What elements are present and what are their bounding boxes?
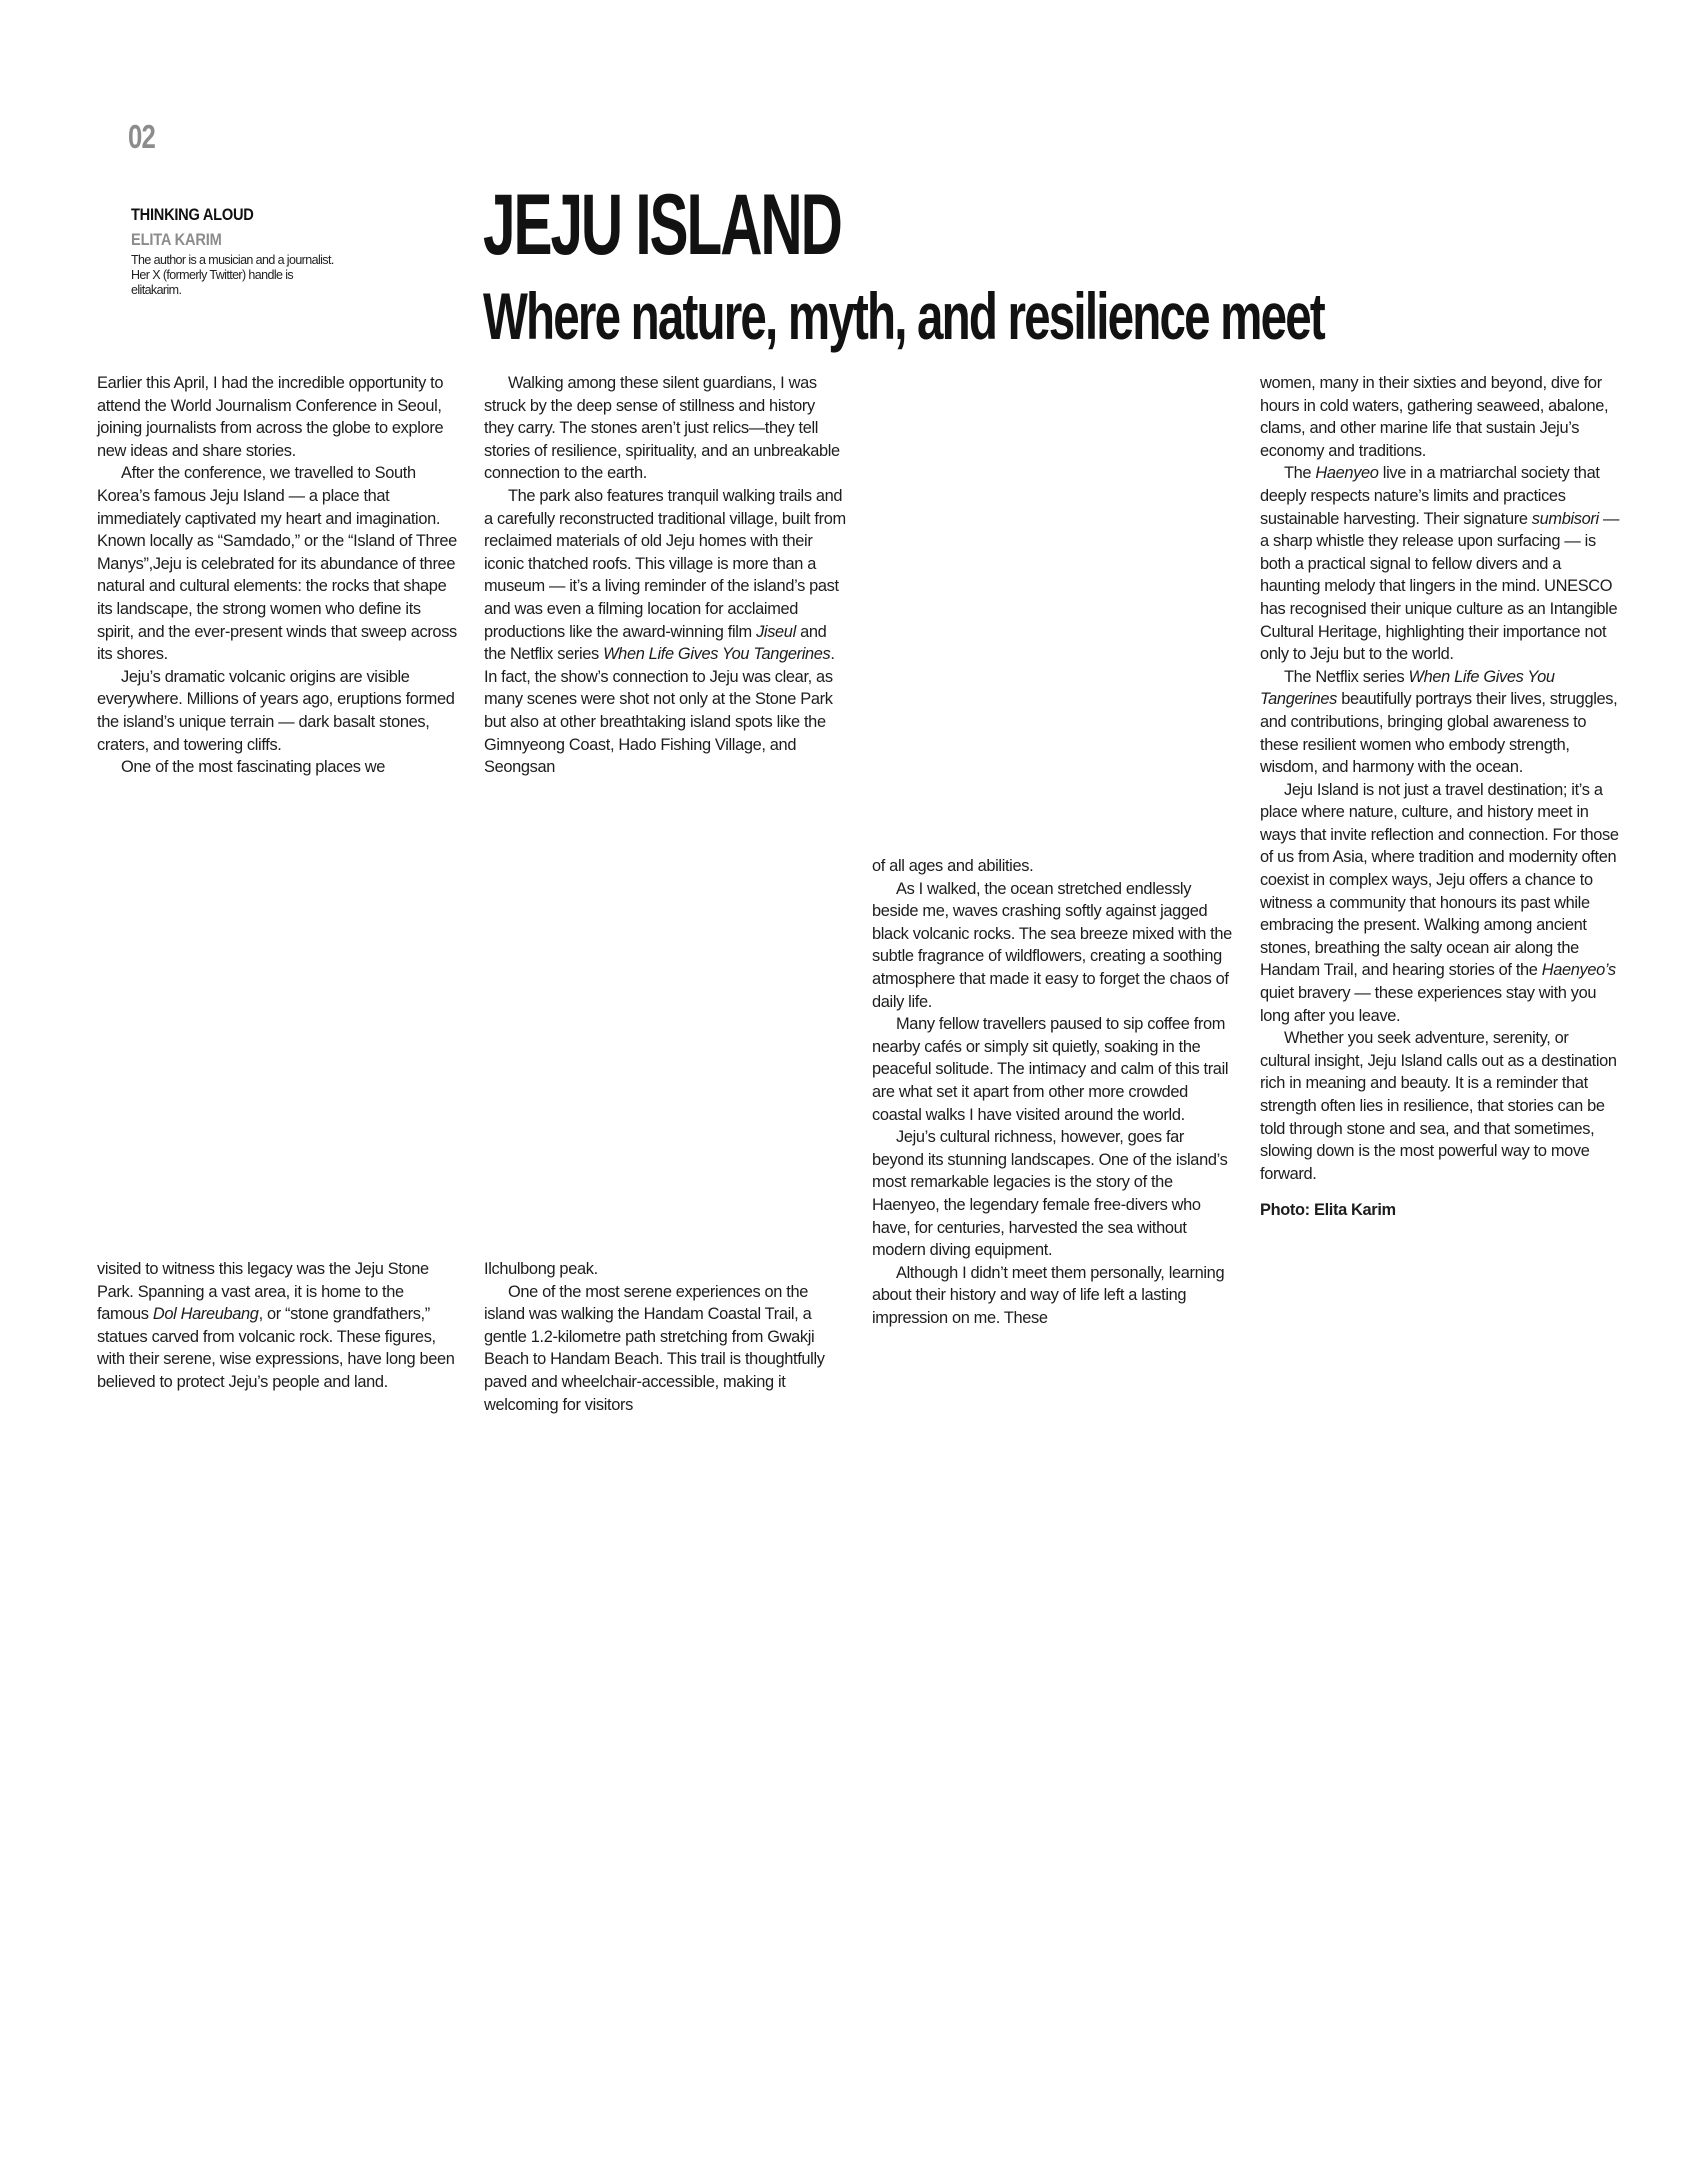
paragraph: Earlier this April, I had the incredible opportunity to attend the World Journalism Conference in Seoul, joining journalists from across the globe to explore new ideas and share stories. (97, 374, 444, 460)
article-column-2-top (484, 372, 846, 779)
headline: JEJU ISLAND (483, 177, 841, 273)
paragraph: The Netflix series When Life Gives You Tangerines beautifully portrays their lives, struggles, and contributions, bringing global awareness to these resilient women who embody strength, wisdom, and harmony with the ocean. (1260, 667, 1618, 777)
paragraph: Whether you seek adventure, serenity, or cultural insight, Jeju Island calls out as a destination rich in meaning and beauty. It is a reminder that strength often lies in resilience, that stories can be told through stone and sea, and that sometimes, slowing down is the most powerful way to move forward. (1260, 1029, 1617, 1183)
paragraph: One of the most fascinating places we (121, 758, 386, 777)
paragraph: The park also features tranquil walking trails and a carefully reconstructed traditional village, built from reclaimed materials of old Jeju homes with their iconic thatched roofs. This village is more than a museum — it’s a living reminder of the island’s past and was even a filming location for acclaimed productions like the award-winning film Jiseul and the Netflix series When Life Gives You Tangerines. In fact, the show’s connection to Jeju was clear, as many scenes were shot not only at the Stone Park but also at other breathtaking island spots like the Gimnyeong Coast, Hado Fishing Village, and Seongsan (484, 486, 846, 777)
author-name: ELITA KARIM (131, 230, 222, 249)
paragraph: As I walked, the ocean stretched endlessly beside me, waves crashing softly against jagged black volcanic rocks. The sea breeze mixed with the subtle fragrance of wildflowers, creating a soothing atmosphere that made it easy to forget the chaos of daily life. (872, 879, 1232, 1011)
article-column-3 (872, 855, 1234, 1329)
paragraph: Ilchulbong peak. (484, 1260, 598, 1278)
article-column-4 (1260, 372, 1622, 1222)
paragraph: of all ages and abilities. (872, 857, 1034, 875)
paragraph: Jeju’s cultural richness, however, goes far beyond its stunning landscapes. One of the island’s most remarkable legacies is the story of the Haenyeo, the legendary female free-divers who have, for centuries, harvested the sea without modern diving equipment. (872, 1128, 1228, 1260)
byline (131, 205, 351, 298)
paragraph: Jeju Island is not just a travel destination; it’s a place where nature, culture, and history meet in ways that invite reflection and connection. For those of us from Asia, where tradition and modernity often coexist in complex ways, Jeju offers a chance to witness a community that honours its past while embracing the present. Walking among ancient stones, breathing the salty ocean air along the Handam Trail, and hearing stories of the Haenyeo’s quiet bravery — these experiences stay with you long after you leave. (1260, 780, 1619, 1025)
paragraph: After the conference, we travelled to South Korea’s famous Jeju Island — a place that immediately captivated my heart and imagination. Known locally as “Samdado,” or the “Island of Three Manys”,Jeju is celebrated for its abundance of three natural and cultural elements: the rocks that shape its landscape, the strong women who define its spirit, and the ever-present winds that sweep across its shores. (97, 464, 457, 664)
article-column-1-bottom (97, 1258, 459, 1394)
paragraph: The Haenyeo live in a matriarchal society that deeply respects nature’s limits and practices sustainable harvesting. Their signature sumbisori — a sharp whistle they release upon surfacing — is both a practical signal to fellow divers and a haunting melody that lingers in the mind. UNESCO has recognised their unique culture as an Intangible Cultural Heritage, highlighting their importance not only to Jeju but to the world. (1260, 464, 1620, 664)
paragraph: One of the most serene experiences on the island was walking the Handam Coastal Trail, a gentle 1.2-kilometre path stretching from Gwakji Beach to Handam Beach. This trail is thoughtfully paved and wheelchair-accessible, making it welcoming for visitors (484, 1282, 825, 1414)
photo-credit: Photo: Elita Karim (1260, 1201, 1396, 1220)
subheadline: Where nature, myth, and resilience meet (483, 279, 1324, 353)
paragraph: women, many in their sixties and beyond, dive for hours in cold waters, gathering seaweed, abalone, clams, and other marine life that sustain Jeju’s economy and traditions. (1260, 374, 1609, 460)
paragraph: visited to witness this legacy was the Jeju Stone Park. Spanning a vast area, it is home to the famous Dol Hareubang, or “stone grandfathers,” statues carved from volcanic rock. These figures, with their serene, wise expressions, have long been believed to protect Jeju’s people and land. (97, 1260, 455, 1391)
paragraph: Jeju’s dramatic volcanic origins are visible everywhere. Millions of years ago, eruptions formed the island’s unique terrain — dark basalt stones, craters, and towering cliffs. (97, 667, 455, 754)
author-bio: The author is a musician and a journalist. Her X (formerly Twitter) handle is elitakarim. (131, 253, 334, 297)
paragraph: Although I didn’t meet them personally, learning about their history and way of life left a lasting impression on me. These (872, 1263, 1225, 1327)
column-name: THINKING ALOUD (131, 205, 254, 224)
paragraph: Many fellow travellers paused to sip coffee from nearby cafés or simply sit quietly, soaking in the peaceful solitude. The intimacy and calm of this trail are what set it apart from other more crowded coastal walks I have visited around the world. (872, 1015, 1229, 1124)
article-column-2-bottom (484, 1258, 846, 1416)
article-column-1-top (97, 372, 459, 779)
paragraph: Walking among these silent guardians, I was struck by the deep sense of stillness and history they carry. The stones aren’t just relics—they tell stories of resilience, spirituality, and an unbreakable connection to the earth. (484, 374, 840, 483)
page-number: 02 (128, 118, 156, 155)
